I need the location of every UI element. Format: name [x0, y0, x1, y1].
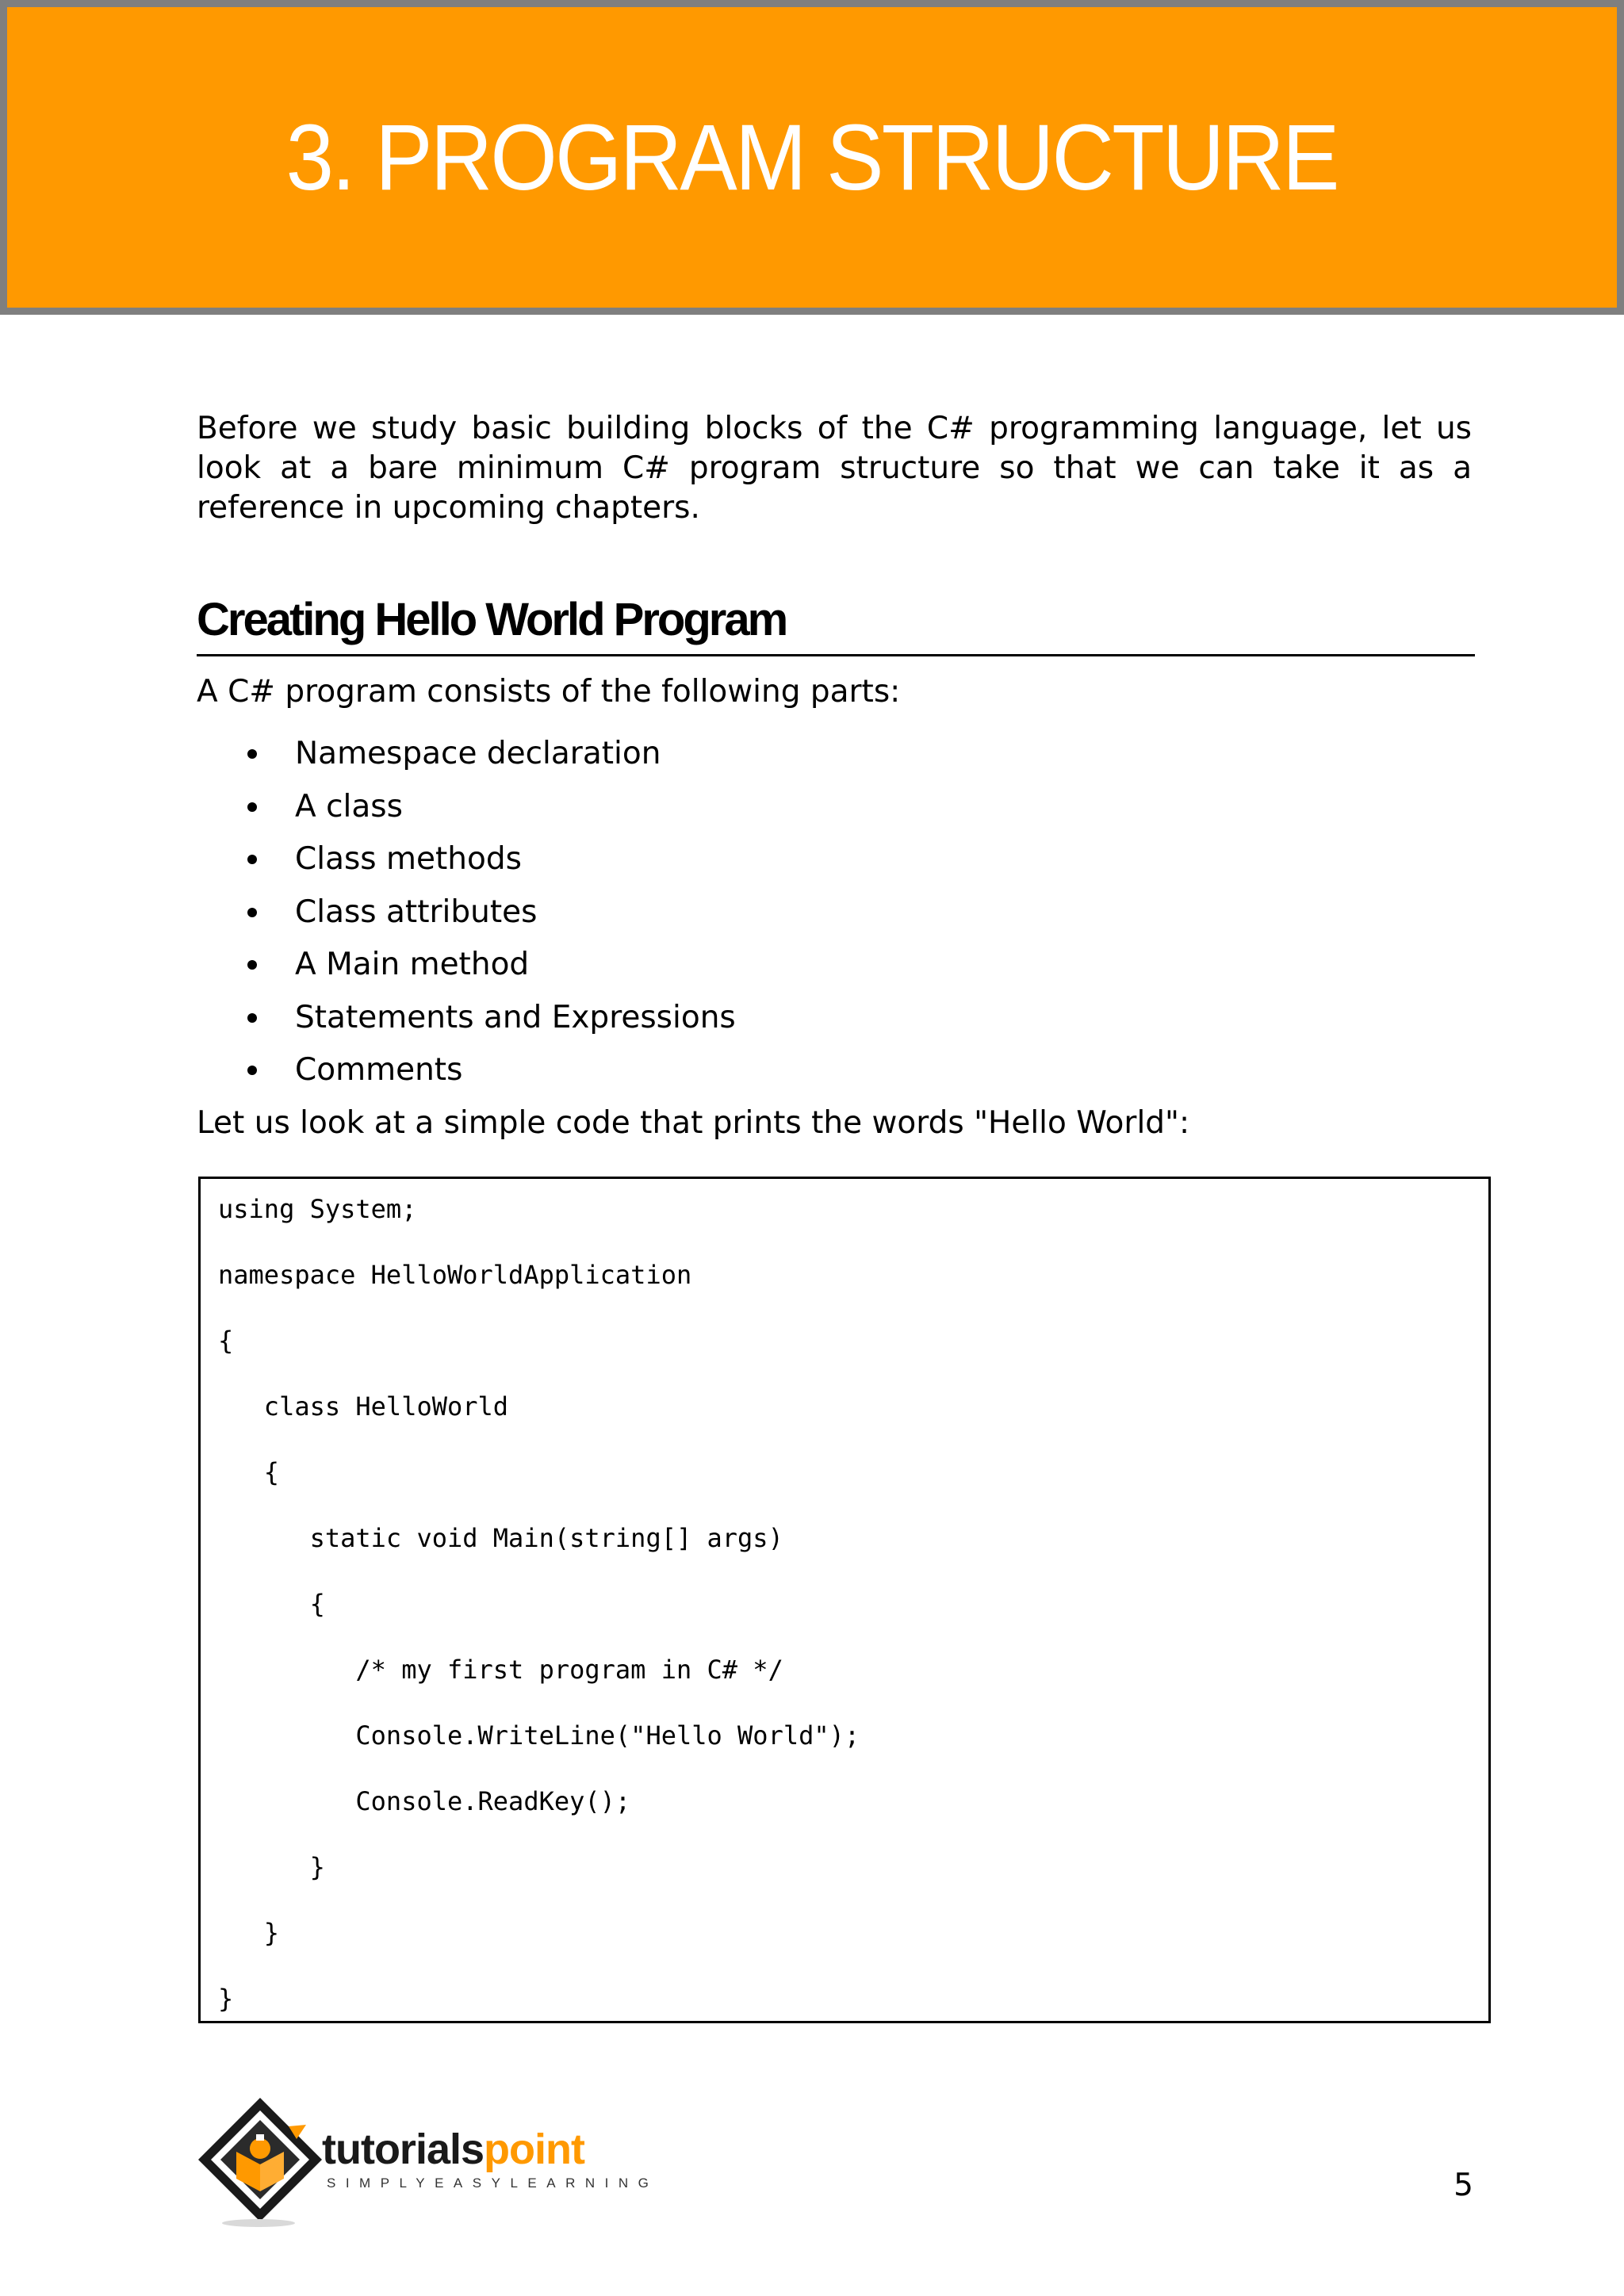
bullet-icon	[247, 802, 257, 812]
list-item-label: Class methods	[295, 841, 522, 877]
list-item	[197, 893, 1148, 946]
list-item	[197, 840, 1148, 893]
code-line: }	[218, 1852, 325, 1882]
code-line: {	[218, 1457, 280, 1487]
chapter-title: 3. PROGRAM STRUCTURE	[285, 105, 1339, 210]
list-item	[197, 1050, 1148, 1104]
program-parts-list	[197, 734, 1148, 1104]
code-line: static void Main(string[] args)	[218, 1523, 783, 1553]
code-line: }	[218, 1984, 234, 2014]
section-heading	[197, 588, 1475, 656]
bullet-icon	[247, 749, 257, 759]
code-line: {	[218, 1589, 325, 1619]
section-heading-text: Creating Hello World Program	[197, 594, 787, 645]
code-line: Console.ReadKey();	[218, 1786, 631, 1816]
list-item-label: A class	[295, 788, 403, 825]
logo-tagline: SIMPLYEASYLEARNING	[327, 2175, 659, 2191]
list-item	[197, 787, 1148, 840]
code-line: namespace HelloWorldApplication	[218, 1260, 692, 1290]
code-line: }	[218, 1918, 280, 1948]
code-line: class HelloWorld	[218, 1391, 509, 1422]
code-line: /* my first program in C# */	[218, 1655, 783, 1685]
list-item-label: Statements and Expressions	[295, 999, 736, 1035]
bullet-icon	[247, 960, 257, 970]
list-item-label: Namespace declaration	[295, 736, 661, 771]
list-item-label: A Main method	[295, 947, 530, 982]
bullet-icon	[247, 908, 257, 917]
code-line: using System;	[218, 1194, 417, 1224]
list-item	[197, 998, 1148, 1051]
list-item	[197, 945, 1148, 998]
tutorialspoint-logo	[195, 2093, 659, 2228]
chapter-banner	[0, 0, 1624, 315]
bullet-icon	[247, 855, 257, 864]
list-item-label: Class attributes	[295, 894, 538, 930]
parts-lead-text: A C# program consists of the following parts:	[197, 674, 901, 710]
tutorialspoint-logo-icon	[195, 2093, 330, 2228]
logo-wordmark: tutorialspoint	[322, 2126, 584, 2173]
bullet-icon	[247, 1013, 257, 1023]
code-line: Console.WriteLine("Hello World");	[218, 1720, 860, 1751]
code-line: {	[218, 1326, 234, 1356]
code-intro-text: Let us look at a simple code that prints the words "Hello World":	[197, 1105, 1190, 1141]
list-item-label: Comments	[295, 1052, 463, 1088]
bullet-icon	[247, 1066, 257, 1075]
list-item	[197, 734, 1148, 787]
page-number: 5	[1454, 2168, 1473, 2203]
code-block	[198, 1177, 1491, 2023]
intro-paragraph: Before we study basic building blocks of the C# programming language, let us look at a bare minimum C# program structure so that we can take it as a reference in upcoming chapters.	[197, 411, 1472, 526]
